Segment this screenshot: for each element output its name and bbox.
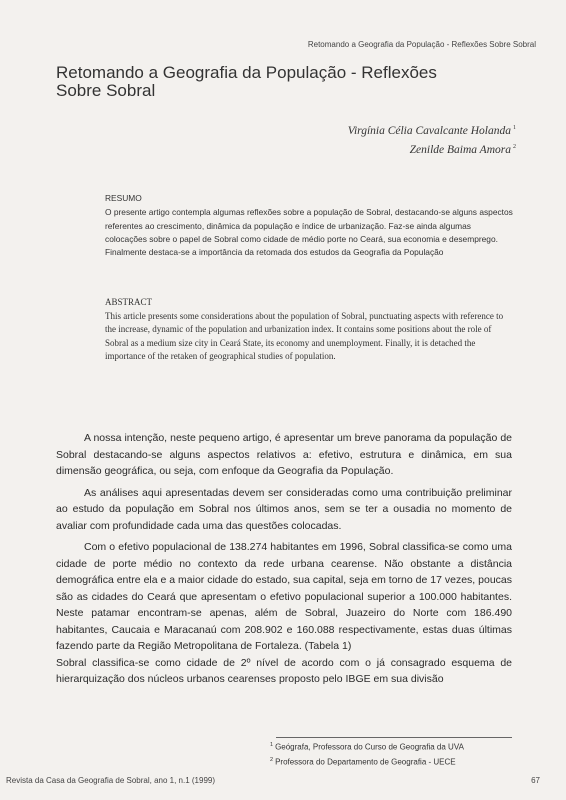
body-paragraph: Sobral classifica-se como cidade de 2º nível de acordo com o já consagrado esquema de hierarquização dos núcleos urbanos cearenses proposto pelo IBGE em sua divisão [56,656,512,685]
footnote-divider [276,737,512,738]
footnote-mark: 1 [270,742,274,748]
abstract-section [105,296,515,363]
body-paragraph: Com o efetivo populacional de 138.274 habitantes em 1996, Sobral classifica-se como uma cidade de porte médio no contexto da rede urbana cearense. Não obstante a distância demográfica entre ela e a maior cidade do estado, sua capital, seja em torno de 17 vezes, poucas são as cidades do Ceará que apresentam o efetivo populacional superior a 100.000 habitantes. Neste patamar encontram-se apenas, além de Sobral, Juazeiro do Norte com 186.490 habitantes, Caucaia e Maracanaú com 208.902 e 160.088 respectivamente, estas duas últimas fazendo parte da Região Metropolitana de Fortaleza. (Tabela 1) [56,541,512,652]
abstract-heading: ABSTRACT [105,297,153,307]
body-paragraph: A nossa intenção, neste pequeno artigo, é apresentar um breve panorama da população de Sobral destacando-se alguns aspectos relativos a: efetivo, estrutura e dinâmica, em sua dimensão geográfica, ou seja, com enfoque da Geografia da População. [56,432,512,477]
footnote-mark: 1 [513,125,516,131]
resumo-section [105,192,515,259]
page-number: 67 [531,776,540,785]
journal-citation: Revista da Casa da Geografia de Sobral, ano 1, n.1 (1999) [6,776,216,785]
footnote-text: Geógrafa, Professora do Curso de Geografia da UVA [275,742,464,752]
resumo-text: O presente artigo contempla algumas reflexões sobre a população de Sobral, destacando-se alguns aspectos referentes ao crescimento, dinâmica da população e índice de urbanização. Faz-se ainda algumas colocações sobre o papel de Sobral como cidade de médio porte no Ceará, sua economia e desemprego. Finalmente destaca-se a importância da retomada dos estudos da Geografia da População [105,207,513,258]
author [348,139,516,158]
author [348,120,516,139]
article-title [56,64,516,100]
author-list [348,120,516,158]
author-name: Virgínia Célia Cavalcante Holanda [347,124,511,137]
body-paragraph: As análises aqui apresentadas devem ser consideradas como uma contribuição preliminar ao estudo da população em Sobral nos últimos anos, sem se ter a ousadia no momento de avaliar com profundidade cada uma das questões colocadas. [56,486,512,532]
title-line: Retomando a Geografia da População - Reflexões [56,63,437,82]
resumo-heading: RESUMO [105,193,142,203]
footnote [270,739,520,754]
footnote-text: Professora do Departamento de Geografia - UECE [275,757,456,767]
running-head: Retomando a Geografia da População - Reflexões Sobre Sobral [307,40,536,49]
footnote-mark: 2 [270,756,274,763]
title-line: Sobre Sobral [56,81,156,100]
footnote [270,754,520,769]
footnote-mark: 2 [513,143,516,150]
page-footer [6,776,540,785]
author-name: Zenilde Baima Amora [409,143,511,156]
abstract-text: This article presents some considerations about the population of Sobral, punctuating aspects with reference to the increase, dynamic of the population and urbanization index. It contains some positions about the role of Sobral as a medium size city in Ceará State, its economy and unemployment. Finally, it is detached the importance of the retaken of geographical studies of population. [105,311,504,361]
footnotes [270,739,520,768]
article-body [56,430,512,693]
